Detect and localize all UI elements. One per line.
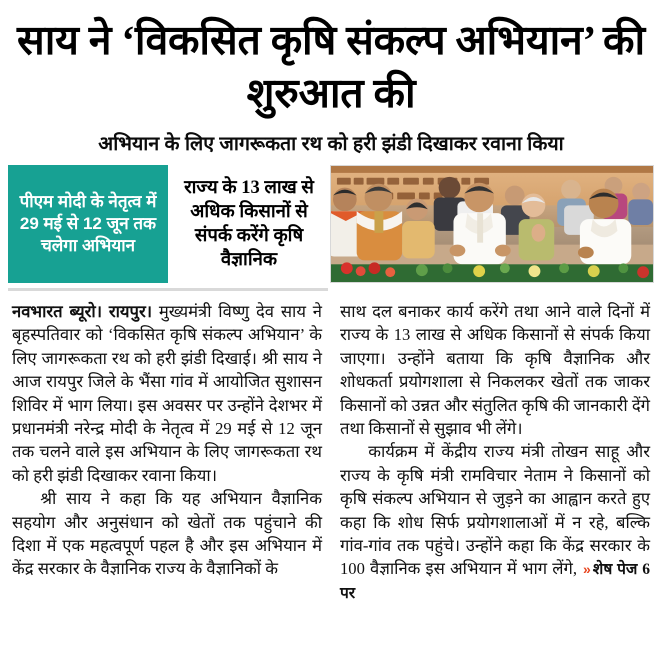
body-column-left (12, 300, 322, 605)
photo-illustration (331, 166, 653, 282)
paragraph-right-1: साथ दल बनाकर कार्य करेंगे तथा आने वाले दिनों में राज्य के 13 लाख से अधिक किसानों से संपर्क किया जाएगा। उन्होंने बताया कि कृषि वैज्ञानिक और शोधकर्ता प्रयोगशाला से निकलकर खेतों तक जाकर किसानों को उन्नत और संतुलित कृषि की जानकारी देंगे तथा किसानों से सुझाव भी लेंगे। (340, 301, 650, 438)
paragraph-right-2-text: कार्यक्रम में केंद्रीय राज्य मंत्री तोखन साहू और राज्य के कृषि मंत्री रामविचार नेताम ने किसानों को कृषि संकल्प अभियान से जुड़ने का आह्वान करते हुए कहा कि शोध सिर्फ प्रयोगशालाओं में न रहे, बल्कि गांव-गांव तक पहुंचे। उन्होंने कहा कि केंद्र सरकार के 100 वैज्ञानिक इस अभियान में भाग लेंगे, (340, 442, 650, 579)
jump-arrow-icon: » (582, 561, 590, 578)
byline: नवभारत ब्यूरो। रायपुर। (12, 301, 153, 321)
section-divider (8, 288, 328, 291)
paragraph-right-2 (340, 440, 650, 605)
jump-continuation-label[interactable]: शेष पेज 6 पर (340, 561, 650, 603)
kicker-farmer-outreach: राज्य के 13 लाख से अधिक किसानों से संपर्क करेंगे कृषि वैज्ञानिक (184, 177, 314, 271)
page-title: साय ने ‘विकसित कृषि संकल्प अभियान’ की शुरुआत की (17, 17, 645, 117)
body-column-right (340, 300, 650, 605)
highlight-box-campaign-dates: पीएम मोदी के नेतृत्व में 29 मई से 12 जून तक चलेगा अभियान (8, 165, 168, 283)
paragraph-left-1 (12, 300, 322, 487)
article-photo (330, 165, 654, 283)
subheadline: अभियान के लिए जागरूकता रथ को हरी झंडी दिखाकर रवाना किया (98, 132, 564, 155)
paragraph-left-1-text: मुख्यमंत्री विष्णु देव साय ने बृहस्पतिवार को ‘विकसित कृषि संकल्प अभियान’ के लिए जागरूकता रथ को हरी झंडी दिखाई। श्री साय ने आज रायपुर जिले के भैंसा गांव में आयोजित सुशासन शिविर में भाग लिया। इस अवसर पर उन्होंने देशभर में प्रधानमंत्री नरेन्द्र मोदी के नेतृत्व में 29 मई से 12 जून तक चलने वाले इस अभियान के लिए जागरूकता रथ को हरी झंडी दिखाकर रवाना किया। (12, 301, 322, 485)
feature-strip (8, 165, 654, 283)
article-body (8, 300, 654, 605)
paragraph-left-2: श्री साय ने कहा कि यह अभियान वैज्ञानिक सहयोग और अनुसंधान को खेतों तक पहुंचाने की दिशा में एक महत्वपूर्ण पहल है और इस अभियान में केंद्र सरकार के वैज्ञानिक राज्य के वैज्ञानिकों के (12, 489, 322, 579)
